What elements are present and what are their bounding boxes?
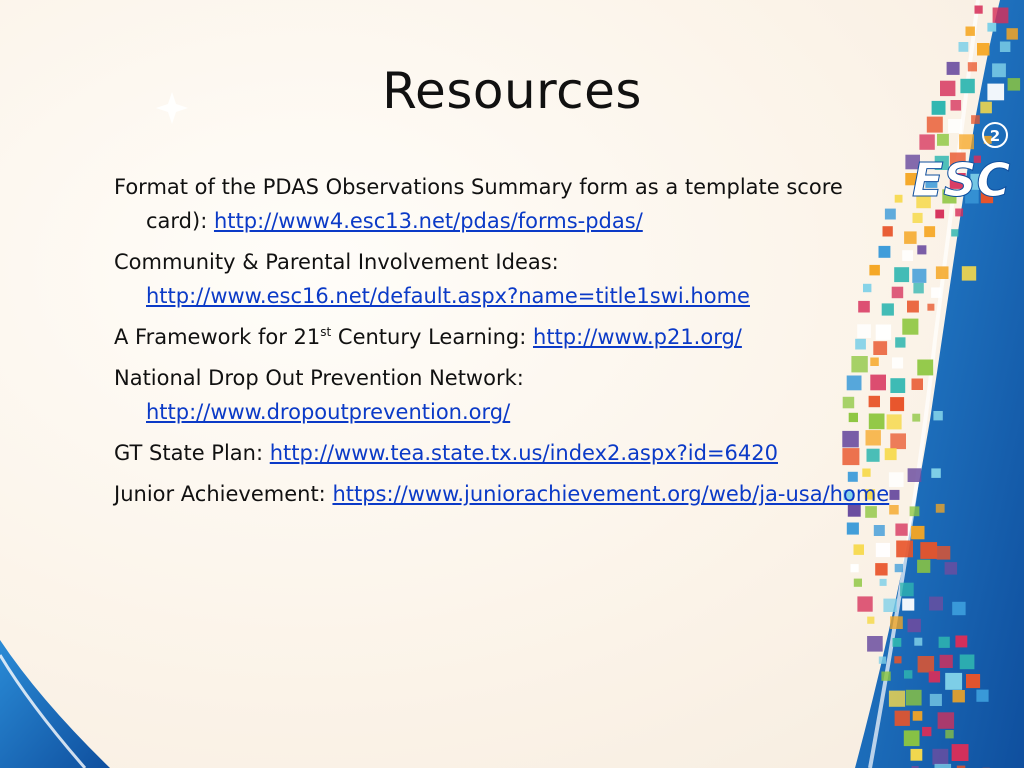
mosaic-square [936,504,945,513]
mosaic-square [902,599,914,611]
mosaic-square [914,638,922,646]
mosaic-square [913,711,923,721]
mosaic-square [851,564,859,572]
mosaic-square [960,655,975,670]
slide-title: Resources [382,62,642,120]
mosaic-square [955,209,963,217]
mosaic-square [918,656,935,673]
mosaic-square [976,690,988,702]
mosaic-square [977,43,990,56]
mosaic-square [940,655,953,668]
mosaic-square [929,597,943,611]
resource-label: Community & Parental Involvement Ideas: [114,250,559,274]
mosaic-square [875,563,887,575]
resource-link[interactable]: http://www.p21.org/ [533,325,742,349]
bottom-left-swoosh [0,640,110,768]
mosaic-square [966,674,980,688]
mosaic-square [937,134,949,146]
mosaic-square [936,266,949,279]
mosaic-square [904,231,917,244]
resource-link[interactable]: https://www.juniorachievement.org/web/ja-usa/home [332,482,890,506]
mosaic-square [917,360,933,376]
mosaic-square [900,583,914,597]
resource-link[interactable]: http://www4.esc13.net/pdas/forms-pdas/ [213,209,643,233]
resource-link[interactable]: http://www.esc16.net/default.aspx?name=title1swi.home [146,284,750,308]
mosaic-square [906,690,922,706]
mosaic-square [1007,28,1018,39]
mosaic-square [932,749,948,765]
mosaic-square [930,694,942,706]
mosaic-square [847,523,859,535]
logo-superscript: 2 [989,127,1001,145]
resource-label: A Framework for 21 [114,325,321,349]
resource-link[interactable]: http://www.dropoutprevention.org/ [146,400,511,424]
mosaic-square [867,617,874,624]
mosaic-square [912,379,924,391]
mosaic-square [938,712,955,729]
mosaic-square [953,690,965,702]
mosaic-square [911,749,923,761]
mosaic-square [910,506,920,516]
resource-label: Format of the PDAS Observations Summary form as a template score card): [114,175,843,233]
resource-label-superscript: st [320,325,332,339]
resource-label: Century Learning: [337,325,527,349]
mosaic-square [945,562,958,575]
mosaic-square [920,542,937,559]
mosaic-square [908,468,922,482]
mosaic-square [895,524,907,536]
mosaic-square [933,411,942,420]
resource-item [114,245,904,313]
mosaic-square [962,266,976,280]
mosaic-square [879,657,886,664]
mosaic-square [924,226,935,237]
mosaic-square [912,414,920,422]
mosaic-square [895,564,903,572]
mosaic-square [907,301,919,313]
mosaic-square [966,27,975,36]
mosaic-square [952,602,965,615]
mosaic-square [929,671,940,682]
mosaic-square [959,42,969,52]
mosaic-square [854,579,862,587]
mosaic-square [927,304,934,311]
mosaic-square [951,229,958,236]
resource-list [114,170,904,518]
mosaic-square [922,727,931,736]
mosaic-square [993,8,1009,24]
mosaic-square [959,134,974,149]
mosaic-square [919,134,934,149]
mosaic-square [880,579,887,586]
mosaic-square [889,691,905,707]
mosaic-square [913,283,923,293]
mosaic-square [931,287,942,298]
resource-label: GT State Plan: [114,441,264,465]
mosaic-square [948,119,962,133]
mosaic-square [939,637,950,648]
mosaic-square [857,596,872,611]
mosaic-square [955,636,967,648]
mosaic-square [931,468,941,478]
mosaic-square [894,656,901,663]
mosaic-square [854,544,865,555]
mosaic-square [975,6,983,14]
mosaic-square [890,616,903,629]
resource-link[interactable]: http://www.tea.state.tx.us/index2.aspx?id=6420 [269,441,778,465]
mosaic-square [935,210,944,219]
mosaic-square [904,670,912,678]
mosaic-square [881,672,890,681]
mosaic-square [945,673,962,690]
mosaic-square [902,319,918,335]
mosaic-square [912,269,926,283]
mosaic-square [867,636,883,652]
mosaic-square [904,730,920,746]
mosaic-square [883,599,896,612]
resource-item [114,320,904,354]
mosaic-square [1000,42,1011,53]
resource-label: Junior Achievement: [114,482,326,506]
mosaic-square [937,546,951,560]
mosaic-square [913,213,923,223]
mosaic-square [911,526,924,539]
mosaic-square [987,23,996,32]
mosaic-square [876,543,890,557]
mosaic-square [952,744,969,761]
mosaic-square [895,711,910,726]
mosaic-square [893,638,902,647]
resource-item [114,436,904,470]
resource-item [114,361,904,429]
resource-item [114,170,904,238]
mosaic-square [945,730,953,738]
resource-label: National Drop Out Prevention Network: [114,366,524,390]
mosaic-square [935,764,952,768]
mosaic-square [896,541,913,558]
logo-text: ESC [912,153,1011,207]
resource-item [114,477,904,511]
mosaic-square [908,619,921,632]
mosaic-square [917,245,926,254]
mosaic-square [917,560,930,573]
mosaic-square [874,525,885,536]
